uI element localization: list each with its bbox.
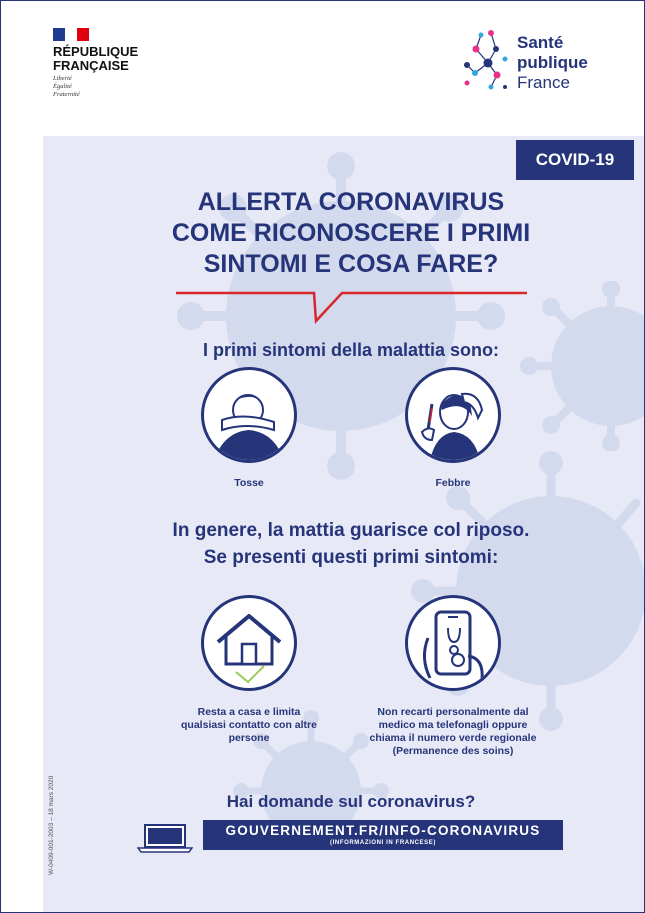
action-label-stay-home: Resta a casa e limita qualsiasi contatto con altre persone [181, 706, 317, 744]
agency-line-2: publique [517, 53, 588, 72]
url-text: GOUVERNEMENT.FR/INFO-CORONAVIRUS [225, 823, 541, 838]
title-line-3: SINTOMI E COSA FARE? [203, 250, 499, 278]
agency-line-1: Santé [517, 33, 564, 52]
header [1, 1, 644, 136]
main-title [101, 187, 601, 280]
title-line-1: ALLERTA CORONAVIRUS [197, 188, 505, 216]
stay-home-illustration [201, 595, 297, 691]
motto-liberte: Liberté [53, 75, 72, 82]
virus-background-icon [511, 281, 645, 451]
fever-illustration [405, 367, 501, 463]
laptop-icon [137, 823, 193, 853]
symptoms-heading: I primi sintomi della malattia sono: [202, 340, 500, 360]
fever-icon [408, 370, 498, 460]
republic-motto [53, 75, 80, 99]
title-line-2: COME RICONOSCERE I PRIMI [171, 219, 531, 247]
sante-publique-wordmark [517, 33, 588, 93]
agency-line-3: France [517, 73, 570, 92]
info-coronavirus-link[interactable] [203, 820, 563, 850]
speech-bubble-underline [174, 289, 529, 325]
call-doctor-illustration [405, 595, 501, 691]
cough-illustration [201, 367, 297, 463]
house-icon [204, 598, 294, 688]
advice-line-2: Se presenti questi primi sintomi: [203, 547, 499, 568]
covid-19-badge: COVID-19 [516, 140, 634, 180]
phone-call-icon [408, 598, 498, 688]
symptom-label-febbre: Febbre [435, 477, 471, 489]
motto-egalite: Égalité [53, 83, 72, 90]
symptom-label-tosse: Tosse [234, 477, 264, 489]
sante-publique-logo-icon [461, 25, 511, 97]
action-label-call-doctor: Non recarti personalmente dal medico ma telefonagli oppure chiama il numero verde regionale (Permanence des soins) [369, 706, 537, 757]
cough-icon [204, 370, 294, 460]
questions-prompt: Hai domande sul coronavirus? [226, 792, 476, 811]
url-language-note: (INFORMAZIONI IN FRANCESE) [330, 840, 436, 846]
republique-francaise-flag [53, 28, 89, 41]
advice-text [101, 517, 601, 571]
advice-line-1: In genere, la mattia guarisce col riposo. [172, 520, 530, 541]
document-code: W-0409-001-2003 – 18 mars 2020 [48, 775, 55, 875]
republique-francaise-name: RÉPUBLIQUE FRANÇAISE [53, 44, 139, 73]
motto-fraternite: Fraternité [53, 91, 80, 98]
